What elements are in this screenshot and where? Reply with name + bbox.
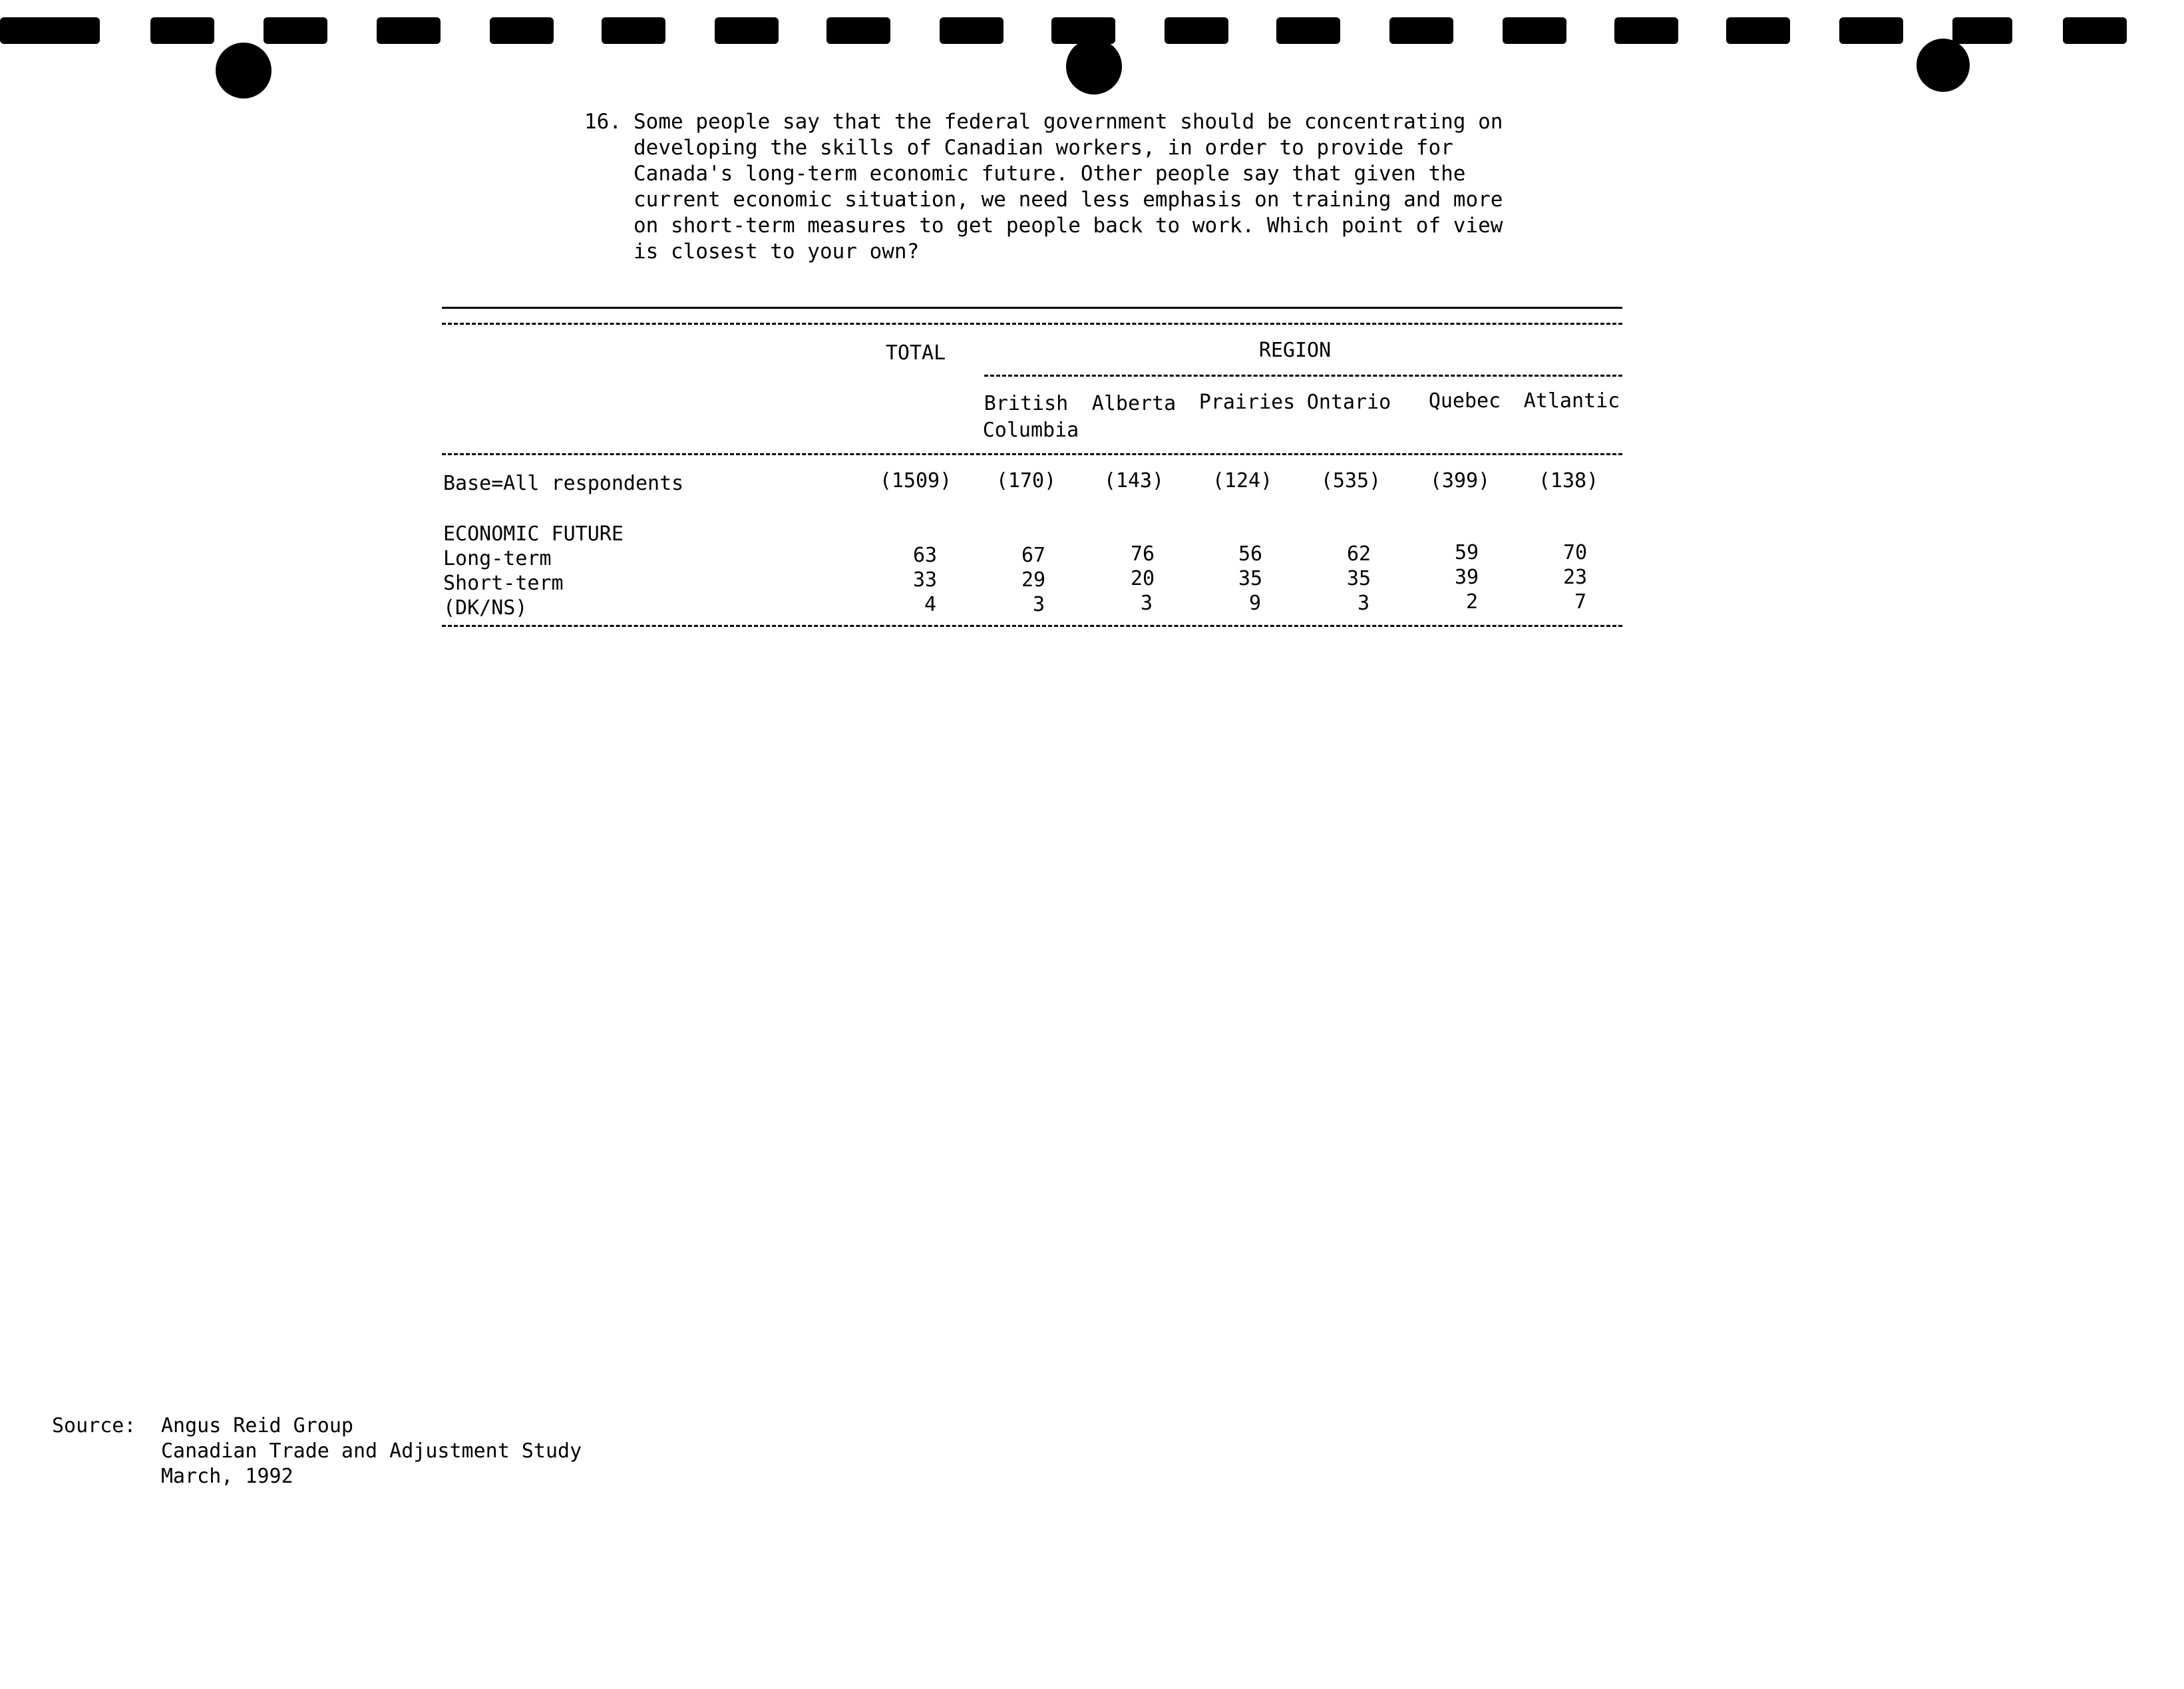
table-cell: 63 (912, 544, 938, 567)
table-cell: 23 (1562, 566, 1588, 589)
total-header: TOTAL (885, 341, 946, 365)
region-header: REGION (1258, 339, 1332, 362)
region-col-header: Atlantic (1523, 389, 1620, 413)
region-col-header: Ontario (1306, 391, 1391, 414)
question-line: current economic situation, we need less emphasis on training and more (634, 188, 1503, 212)
table-cell: 29 (1021, 568, 1046, 592)
question-line: Canada's long-term economic future. Other people say that given the (634, 162, 1466, 186)
table-bottom-rule (442, 625, 1622, 627)
base-value: (170) (996, 469, 1057, 492)
table-cell: 4 (924, 593, 937, 616)
question-text (634, 109, 1512, 265)
table-cell: 9 (1248, 592, 1262, 615)
source-line: Angus Reid Group (161, 1414, 353, 1437)
source-lines (161, 1413, 582, 1489)
table-cell: 7 (1574, 590, 1587, 614)
region-col-header: Alberta (1091, 392, 1177, 415)
table-cell: 20 (1130, 567, 1155, 590)
table-cell: 3 (1357, 592, 1370, 615)
base-label: Base=All respondents (443, 472, 684, 495)
source-line: March, 1992 (161, 1465, 293, 1488)
table-cell: 70 (1562, 541, 1588, 564)
tractor-feed-strip (0, 0, 2184, 106)
table-cell: 33 (912, 568, 938, 592)
row-label: Long-term (443, 547, 552, 570)
base-value: (535) (1320, 469, 1381, 492)
table-cell: 35 (1238, 567, 1263, 590)
question-line: on short-term measures to get people back to work. Which point of view (634, 214, 1503, 238)
column-header-divider (442, 453, 1622, 455)
table-cell: 59 (1454, 541, 1479, 564)
table-cell: 39 (1454, 566, 1479, 589)
table-cell: 56 (1238, 542, 1263, 566)
source-label: Source: (52, 1414, 136, 1437)
region-header-underline (984, 375, 1622, 377)
table-cell: 3 (1032, 593, 1045, 616)
question-line: Some people say that the federal government should be concentrating on (634, 110, 1503, 134)
base-value: (138) (1538, 469, 1599, 492)
table-top-rule (442, 307, 1622, 309)
table-cell: 2 (1465, 590, 1479, 614)
question-line: developing the skills of Canadian workers, in order to provide for (634, 136, 1453, 160)
question-number: 16. (584, 110, 622, 134)
section-label: ECONOMIC FUTURE (443, 522, 624, 546)
table-cell: 76 (1130, 542, 1155, 566)
base-value: (399) (1429, 469, 1491, 492)
row-label: Short-term (443, 572, 564, 595)
results-table (442, 303, 1622, 636)
base-value: (143) (1103, 469, 1165, 492)
table-cell: 35 (1346, 567, 1371, 590)
table-header-divider (442, 323, 1622, 325)
base-value: (124) (1212, 469, 1273, 492)
region-col-header-line2: Columbia (982, 419, 1079, 442)
row-label: (DK/NS) (443, 596, 528, 620)
region-col-header: Quebec (1428, 389, 1501, 413)
table-cell: 3 (1140, 592, 1153, 615)
base-value: (1509) (879, 469, 952, 492)
region-col-header: Prairies (1198, 391, 1296, 414)
region-col-header: British (984, 392, 1069, 415)
source-line: Canadian Trade and Adjustment Study (161, 1439, 582, 1463)
question-line: is closest to your own? (634, 240, 920, 264)
table-cell: 62 (1346, 542, 1371, 566)
table-cell: 67 (1021, 544, 1046, 567)
